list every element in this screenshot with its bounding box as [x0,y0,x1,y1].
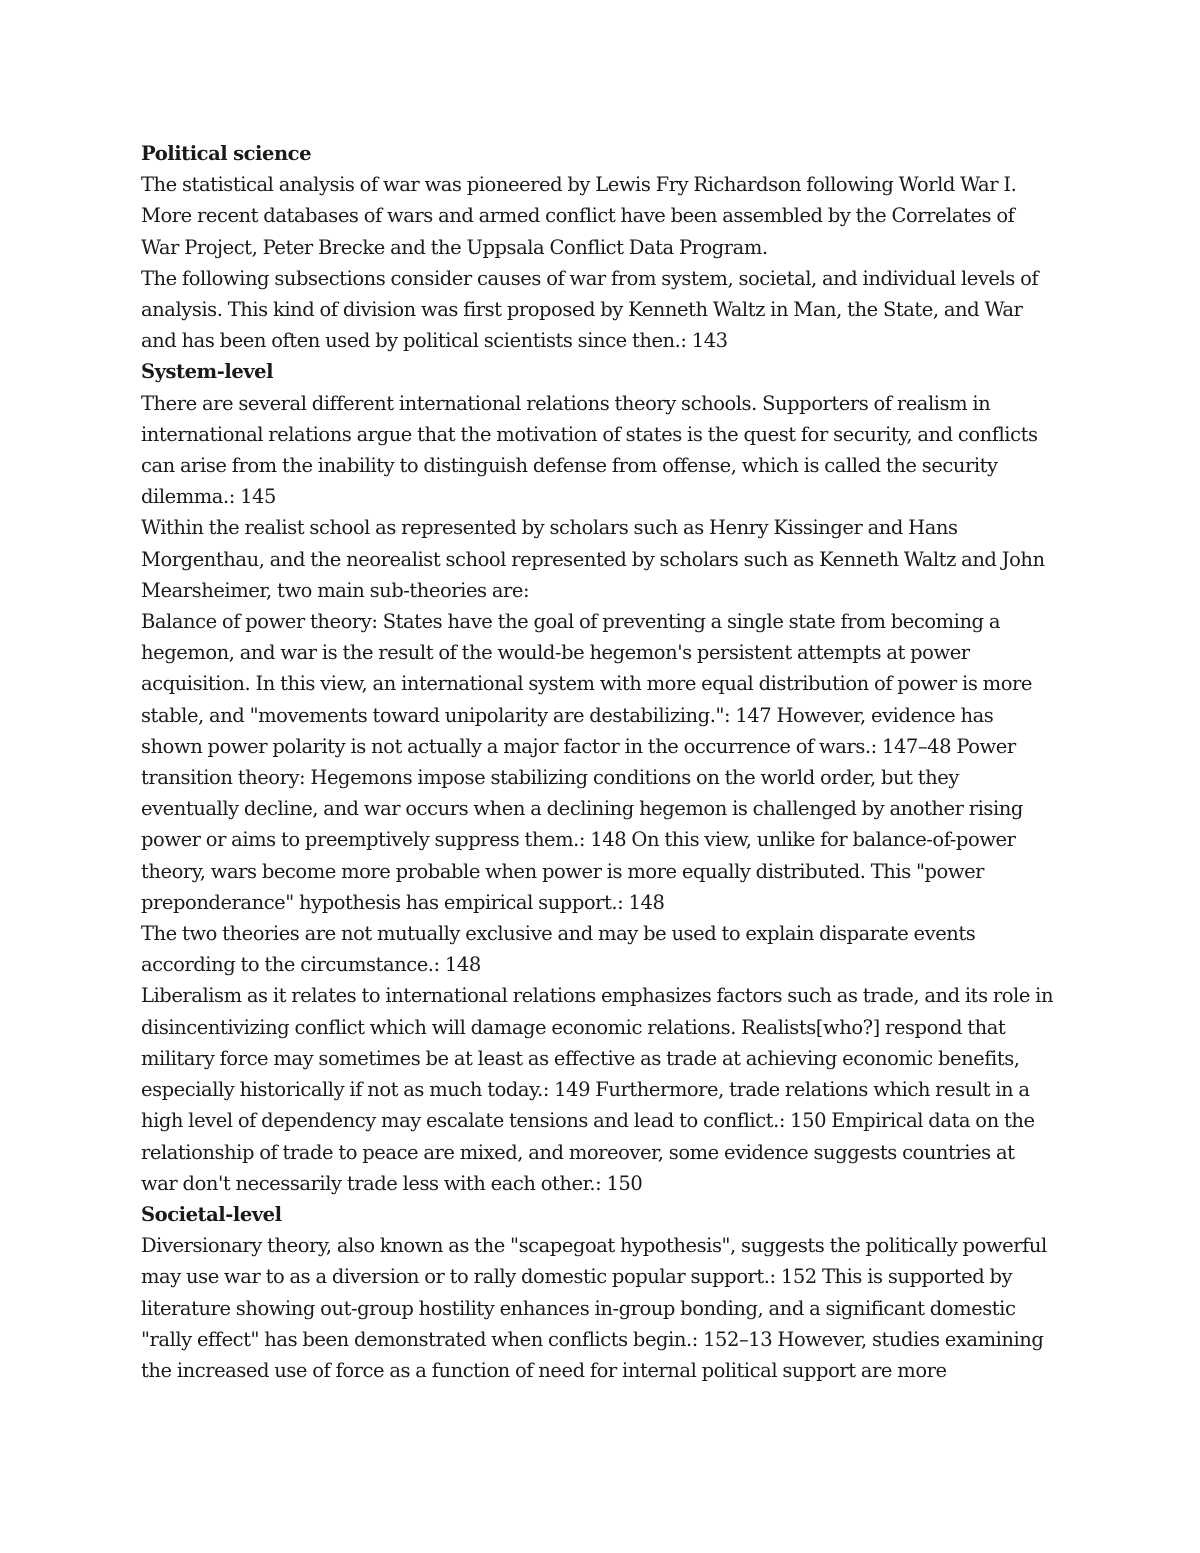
heading-societal-level: Societal-level [141,1202,282,1226]
heading-system-level: System-level [141,360,274,384]
paragraph-levels-of-analysis: The following subsections consider causes of war from system, societal, and individual levels of analysis. This kind of division was first proposed by Kenneth Waltz in Man, the State, and War and has been often used by political scientists since then.: 143 [141,266,1039,353]
paragraph-liberalism: Liberalism as it relates to international relations emphasizes factors such as trade, and its role in disincentivizing conflict which will damage economic relations. Realists[who?] respond that military force may sometimes be at least as effective as trade at achieving economic benefits, especially historically if not as much today.: 149 Furthermore, trade relations which result in a high level of dependency may escalate tensions and lead to conflict.: 150 Empirical data on the relationship of trade to peace are mixed, and moreover, some evidence suggests countries at war don't necessarily trade less with each other.: 150 [141,984,1054,1195]
paragraph-statistical-analysis: The statistical analysis of war was pioneered by Lewis Fry Richardson following World War I. More recent databases of wars and armed conflict have been assembled by the Correlates of War Project, Peter Brecke and the Uppsala Conflict Data Program. [141,173,1017,259]
document-page [141,138,1056,1386]
paragraph-realist-school: Within the realist school as represented by scholars such as Henry Kissinger and Hans Morgenthau, and the neorealist school represented by scholars such as Kenneth Waltz and John Mearsheimer, two main sub-theories are: [141,516,1045,602]
paragraph-realism: There are several different international relations theory schools. Supporters of realism in international relations argue that the motivation of states is the quest for security, and conflicts can arise from the inability to distinguish defense from offense, which is called the security dilemma.: 145 [141,391,1038,509]
heading-political-science: Political science [141,142,312,165]
paragraph-diversionary-theory: Diversionary theory, also known as the "scapegoat hypothesis", suggests the politically powerful may use war to as a diversion or to rally domestic popular support.: 152 This is supported by literature showing out-group hostility enhances in-group bonding, and a significant domestic "rally effect" has been demonstrated when conflicts begin.: 152–13 However, studies examining the increased use of force as a function of need for internal political support are more [141,1234,1047,1382]
paragraph-balance-of-power: Balance of power theory: States have the goal of preventing a single state from becoming a hegemon, and war is the result of the would-be hegemon's persistent attempts at power acquisition. In this view, an international system with more equal distribution of power is more stable, and "movements toward unipolarity are destabilizing.": 147 However, evidence has shown power polarity is not actually a major factor in the occurrence of wars.: 147–48 Power transition theory: Hegemons impose stabilizing conditions on the world order, but they eventually decline, and war occurs when a declining hegemon is challenged by another rising power or aims to preemptively suppress them.: 148 On this view, unlike for balance-of-power theory, wars become more probable when power is more equally distributed. This "power preponderance" hypothesis has empirical support.: 148 [141,610,1032,914]
paragraph-theories-not-exclusive: The two theories are not mutually exclusive and may be used to explain disparate events according to the circumstance.: 148 [141,922,976,977]
